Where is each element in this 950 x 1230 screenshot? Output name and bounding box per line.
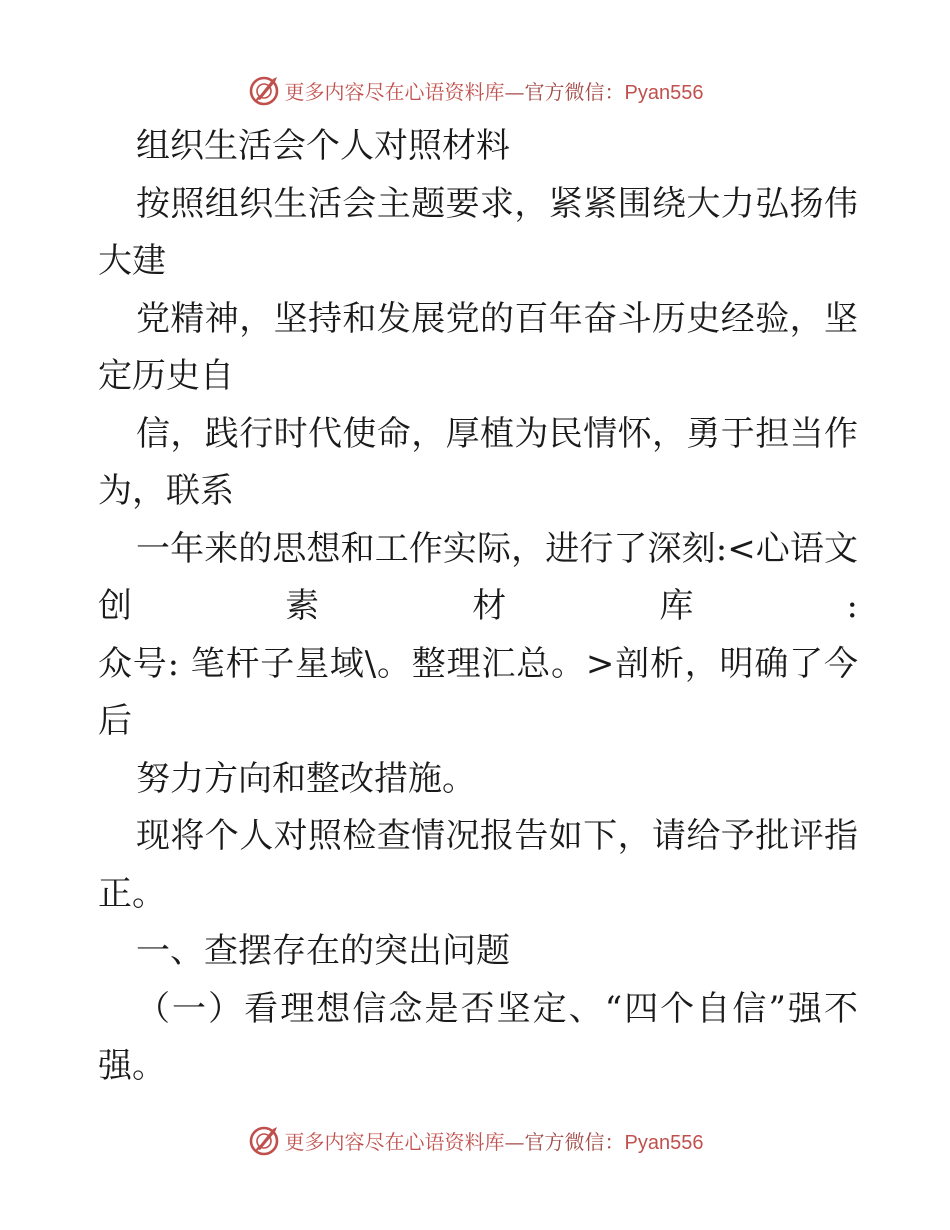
paragraph-line: 信，践行时代使命，厚植为民情怀，勇于担当作 <box>136 413 858 454</box>
paragraph-line: 按照组织生活会主题要求，紧紧围绕大力弘扬伟 <box>136 183 858 224</box>
banner-wechat-id: Pyan556 <box>624 81 704 104</box>
paragraph-line: 一年来的思想和工作实际，进行了深刻:<心语文 <box>136 528 858 569</box>
quill-pen-logo-icon <box>247 73 281 107</box>
banner-wechat-label: 官方微信： <box>524 79 625 104</box>
paragraph-line: 后 <box>98 701 132 741</box>
banner-site-name: 更多内容尽在心语资料库 <box>284 79 505 104</box>
banner-site-name: 更多内容尽在心语资料库 <box>284 1129 505 1154</box>
subsection-heading: （一）看理想信念是否坚定、“四个自信”强不 <box>136 988 858 1029</box>
paragraph-line: 定历史自 <box>98 356 234 396</box>
quill-pen-logo-icon <box>247 1123 281 1157</box>
document-body <box>98 118 858 1096</box>
paragraph-line: 正。 <box>98 873 166 914</box>
banner-wechat-id: Pyan556 <box>624 1131 704 1154</box>
paragraph-line: 为，联系 <box>98 471 234 511</box>
footer-banner <box>0 1120 950 1160</box>
paragraph-line: 党精神，坚持和发展党的百年奋斗历史经验，坚 <box>136 298 858 339</box>
paragraph-line: 众号: 笔杆子星域\。整理汇总。>剖析，明确了今 <box>98 643 858 684</box>
banner-separator: — <box>504 79 525 104</box>
paragraph-line: 现将个人对照检查情况报告如下，请给予批评指 <box>136 816 858 856</box>
header-banner <box>0 70 950 110</box>
document-title: 组织生活会个人对照材料 <box>136 126 510 166</box>
banner-wechat-label: 官方微信： <box>524 1129 625 1154</box>
paragraph-line: 强。 <box>98 1046 166 1086</box>
paragraph-line: 创素材库: <box>98 586 858 626</box>
banner-separator: — <box>504 1129 525 1154</box>
paragraph-line: 努力方向和整改措施。 <box>136 758 476 799</box>
banner-text <box>285 1126 704 1155</box>
paragraph-line: 大建 <box>98 241 166 281</box>
banner-text <box>285 76 704 105</box>
section-heading: 一、查摆存在的突出问题 <box>136 931 510 971</box>
